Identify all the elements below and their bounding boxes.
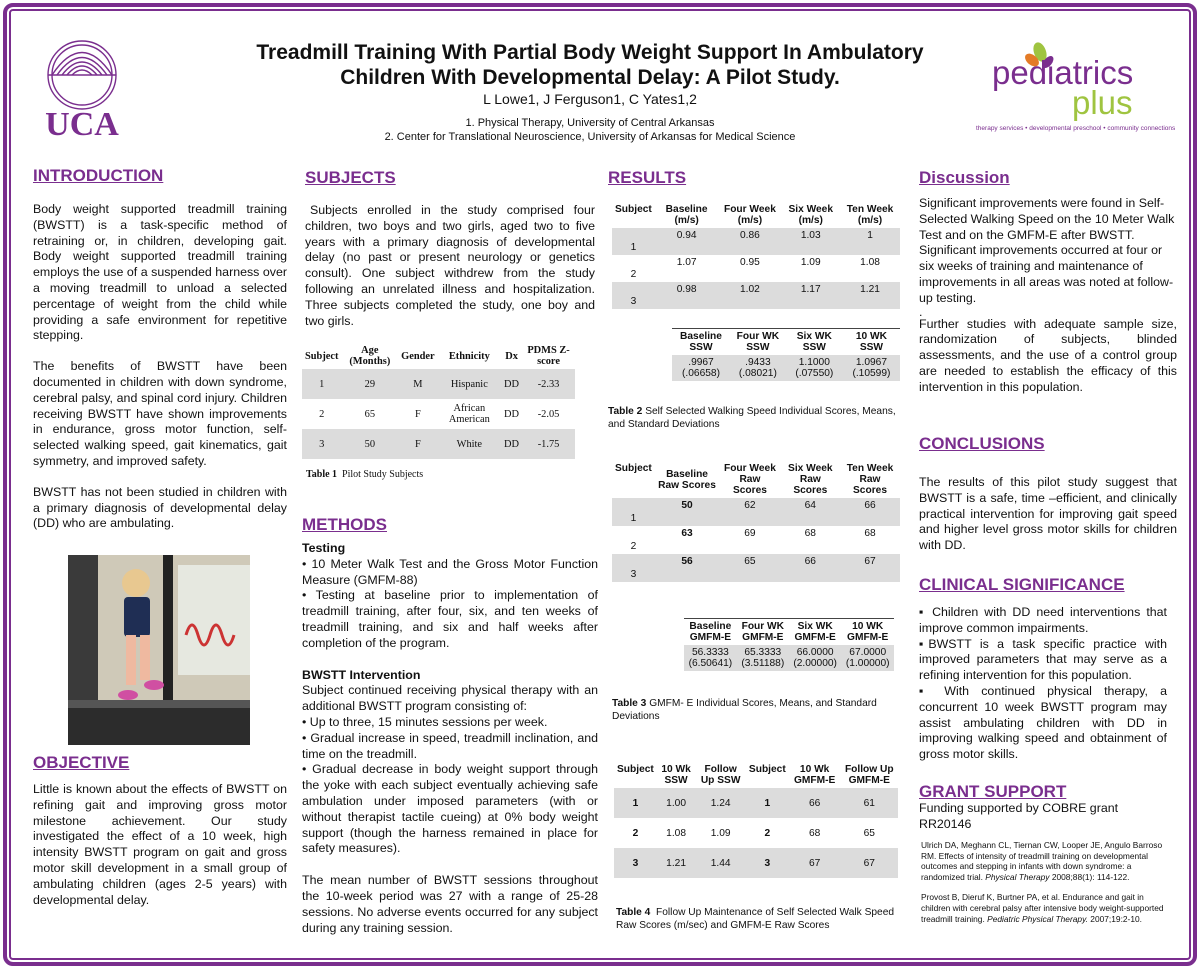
table-cell: 56 (655, 554, 719, 582)
table-cell: 3 (612, 554, 655, 582)
table-cell: 1 (746, 788, 789, 818)
reference-1 (921, 840, 1175, 882)
table-header: Six Week Raw Scores (788, 463, 833, 496)
table-cell: 2 (630, 269, 637, 280)
table-cell: 3 (614, 848, 657, 878)
methods-text-line: Subject continued receiving physical therapy with an additional BWSTT program consisting of: (302, 683, 598, 714)
discussion-separator: . (919, 304, 923, 319)
table-header: Baseline GMFM-E (684, 619, 737, 646)
table-cell: 61 (841, 788, 898, 818)
clinical-significance-heading: CLINICAL SIGNIFICANCE (919, 575, 1125, 594)
table-header: Baseline SSW (672, 329, 730, 356)
pediatrics-plus-logo (970, 38, 1176, 138)
table-cell: 2 (319, 408, 325, 420)
table-cell: 66 (781, 554, 840, 582)
table-cell: 66.0000 (2.00000) (789, 645, 842, 671)
table-header: Six Week (m/s) (788, 204, 834, 226)
ssw-means-table (672, 328, 900, 381)
table-header: Four WK GMFM-E (737, 619, 789, 646)
subjects-text: Subjects enrolled in the study comprised four children, two boys and two girls, aged two to five years with a primary diagnosis of developmental delay (no past or present neurology or genetics consult). One subject withdrew from the study following an unrelated illness and hospitalization. Three subjects completed the study, one boy and two girls. (305, 203, 595, 328)
table-header: Ten Week Raw Scores (846, 463, 894, 496)
methods-bullet: • Up to three, 15 minutes sessions per week. (302, 714, 548, 729)
table-header: Subject (305, 350, 339, 362)
gmfm-table (612, 461, 900, 582)
table-cell: .9967 (.06658) (672, 355, 730, 381)
table-header: Age (Months) (349, 345, 391, 367)
table-cell: 67 (841, 848, 898, 878)
caption-label: Table 2 (608, 406, 643, 417)
table-cell: 1.08 (860, 257, 880, 268)
table-cell: 0.98 (655, 282, 719, 309)
reference-journal: Pediatric Physical Therapy. (987, 913, 1088, 924)
table-row (302, 429, 575, 459)
caption-text: GMFM- E Individual Scores, Means, and Standard Deviations (612, 698, 877, 722)
title-line-2: Children With Developmental Delay: A Pilot Study. (340, 66, 840, 89)
table-header: Baseline Raw Scores (658, 468, 716, 491)
methods-bullet: • Gradual decrease in body weight support through the yoke with each subject eventually achieving safe ambulation under imposed parameters (with or without therapist tactile cueing) at 0% body weight support (though the harness remained in place for safety measures). (302, 762, 598, 856)
table-cell: 1.44 (695, 848, 746, 878)
table-header: Six WK SSW (786, 329, 843, 356)
conclusions-heading: CONCLUSIONS (919, 434, 1045, 453)
table-3a (612, 461, 900, 582)
table-cell: 62 (719, 498, 780, 526)
table-cell: 68 (864, 528, 876, 539)
gmfm-means-table (684, 618, 894, 671)
table-4 (614, 762, 898, 878)
methods-text (302, 541, 598, 936)
caption-text: Pilot Study Subjects (342, 469, 424, 480)
grant-support-heading: GRANT SUPPORT (919, 782, 1067, 801)
table-cell: 3 (746, 848, 789, 878)
table-cell: DD (501, 369, 522, 399)
table-2b (672, 328, 900, 381)
introduction-heading: INTRODUCTION (33, 166, 164, 185)
table-cell: 1.07 (676, 257, 697, 268)
reference-text: Ulrich DA, Meghann CL, Tiernan CW, Looper JE, Angulo Barroso RM. Effects of intensity of treadmill training on developmental outcomes and stepping in infants with down syndrome: a randomized trial. (921, 840, 1163, 882)
table-cell: 1 (612, 498, 655, 526)
table-cell: 1 (614, 788, 657, 818)
table-cell: 67.0000 (1.00000) (841, 645, 894, 671)
table-row (684, 645, 894, 671)
table-cell: 1.08 (666, 827, 686, 839)
table-row (612, 228, 900, 255)
subjects-heading: SUBJECTS (305, 168, 396, 187)
title-line-1: Treadmill Training With Partial Body Weight Support In Ambulatory (256, 41, 924, 64)
objective-heading: OBJECTIVE (33, 753, 130, 772)
methods-bullet: • Gradual increase in speed, treadmill inclination, and time on the treadmill. (302, 730, 598, 761)
table-cell: 66 (840, 498, 900, 526)
table-cell: 3 (302, 429, 341, 459)
table-row (612, 282, 900, 309)
caption-label: Table 3 (612, 698, 647, 709)
table-header: Subject (615, 204, 652, 215)
table-row (612, 526, 900, 554)
table-cell: 1.24 (695, 788, 746, 818)
logo-text-plus: plus (1072, 84, 1133, 121)
table-cell: 0.86 (718, 228, 781, 255)
table-cell: M (398, 369, 437, 399)
table-cell: 0.94 (655, 228, 719, 255)
table-cell: 3 (612, 282, 655, 309)
table-cell: 65 (863, 827, 875, 839)
discussion-paragraph: Significant improvements were found in Self-Selected Walking Speed on the 10 Meter Walk Test and on the GMFM-E after BWSTT. Significant improvements occurred at four or six weeks of training and maintenance of improvements in all areas was noted at follow-up testing. (919, 196, 1175, 305)
table-cell: 50 (341, 429, 398, 459)
table-header: Subject (617, 764, 654, 775)
table-cell: 1.0967 (.10599) (843, 355, 900, 381)
uca-crest-icon (42, 35, 122, 145)
table-cell: 63 (681, 528, 693, 539)
table-cell: 67 (789, 848, 841, 878)
table-cell: 64 (781, 498, 840, 526)
table-row (614, 788, 898, 818)
table-cell: F (415, 408, 421, 420)
discussion-text (919, 196, 1177, 396)
intro-paragraph: BWSTT has not been studied in children with a primary diagnosis of developmental delay (DD) who are ambulating. (33, 484, 287, 531)
table-header: 10 Wk GMFM-E (793, 764, 836, 786)
table-3b (684, 618, 894, 671)
table-2-caption (608, 405, 898, 431)
table-cell: 65.3333 (3.51188) (737, 645, 789, 671)
table-row (302, 369, 575, 399)
methods-bullet: • Testing at baseline prior to implementation of treadmill training, after four, six, and ten weeks of treadmill training, and six and half weeks after completion of the program. (302, 588, 598, 650)
child-on-treadmill-image (68, 555, 250, 745)
table-header: Ethnicity (448, 350, 490, 362)
table-header: Follow Up SSW (700, 764, 741, 786)
table-header: Six WK GMFM-E (789, 619, 842, 646)
table-cell: DD (501, 429, 522, 459)
table-cell: .9433 (.08021) (730, 355, 786, 381)
table-header: Gender (401, 350, 435, 362)
intro-paragraph: Body weight supported treadmill training (BWSTT) is a task-specific method of retraining or, in children, developing gait. Body weight supported treadmill training employs the use of a suspended harness over a moving treadmill to unload a selected percentage of weight from the child while providing a safe environment for repetitive stepping. (33, 202, 287, 343)
table-cell: 1 (612, 228, 655, 255)
discussion-heading: Discussion (919, 168, 1010, 187)
table-header: Dx (505, 350, 518, 362)
table-header: Ten Week (m/s) (846, 204, 894, 226)
affiliation-2: 2. Center for Translational Neuroscience, University of Arkansas for Medical Science (384, 131, 796, 143)
table-row (672, 355, 900, 381)
affiliation-1: 1. Physical Therapy, University of Central Arkansas (465, 117, 715, 129)
table-row (612, 554, 900, 582)
methods-heading: METHODS (302, 515, 387, 534)
discussion-paragraph: Further studies with adequate sample size, randomization of subjects, blinded assessments, and the use of a control group are needed to establish the efficacy of this intervention in this population. (919, 316, 1177, 394)
reference-2 (921, 892, 1175, 924)
reference-text: 2008;88(1): 114-122. (1049, 871, 1130, 882)
clinical-bullet: ▪ Children with DD need interventions that improve common impairments. (919, 605, 1167, 635)
table-1-caption (306, 469, 575, 480)
poster-title (200, 40, 980, 90)
table-cell: 29 (341, 369, 398, 399)
table-cell: -1.75 (522, 429, 575, 459)
table-header: Four WK SSW (730, 329, 786, 356)
objective-text: Little is known about the effects of BWSTT on refining gait and improving gross motor milestone achievement. Our study investigated the effect of a 10 week, high intensity BWSTT program on gait and gross motor skill development in a small group of ambulating children (ages 2-5 years) with developmental delay. (33, 782, 287, 907)
logo-text-pediatrics: pediatrics (992, 54, 1134, 91)
table-row (612, 255, 900, 282)
table-cell: White (438, 429, 501, 459)
table-cell: 1.03 (781, 228, 840, 255)
ssw-table (612, 202, 900, 309)
table-cell: 1.09 (800, 257, 821, 268)
subjects-table (302, 343, 575, 459)
table-row (614, 818, 898, 848)
table-cell: 1 (302, 369, 341, 399)
table-header: Subject (615, 463, 652, 474)
table-1 (302, 343, 575, 480)
logo-tagline: therapy services • developmental preschool • community connections (976, 125, 1176, 132)
table-cell: 69 (744, 528, 756, 539)
table-header: 10 WK GMFM-E (841, 619, 894, 646)
table-header: 10 WK SSW (843, 329, 900, 356)
table-cell: 2 (632, 827, 639, 839)
table-cell: F (398, 429, 437, 459)
affiliations (330, 116, 850, 144)
references (921, 840, 1175, 924)
methods-bullet: • 10 Meter Walk Test and the Gross Motor Function Measure (GMFM-88) (302, 556, 598, 587)
results-heading: RESULTS (608, 168, 687, 187)
caption-text: Self Selected Walking Speed Individual Scores, Means, and Standard Deviations (608, 406, 896, 430)
uca-logo (42, 35, 122, 145)
clinical-significance-text (919, 605, 1167, 763)
table-cell: 1.17 (781, 282, 840, 309)
table-row (302, 399, 575, 429)
table-cell: 1.21 (840, 282, 900, 309)
table-cell: 2 (630, 541, 637, 552)
caption-label: Table 1 (306, 469, 338, 480)
table-header: Four Week (m/s) (723, 204, 776, 226)
reference-text: Provost B, Dieruf K, Burtner PA, et al. Endurance and gait in children with cerebral palsy after intensive body weight-supported treadmill training. (921, 892, 1164, 924)
bwstt-subheading: BWSTT Intervention (302, 667, 421, 682)
caption-label: Table 4 (616, 907, 651, 918)
table-cell: 50 (655, 498, 719, 526)
table-cell: 68 (804, 528, 816, 539)
table-cell: Hispanic (438, 369, 501, 399)
introduction-text (33, 202, 287, 532)
table-row (612, 498, 900, 526)
table-3-caption (612, 697, 892, 723)
table-cell: 1 (840, 228, 900, 255)
clinical-bullet: ▪ With continued physical therapy, a concurrent 10 week BWSTT program may assist ambulating children with DD in improving walking speed and obtainment of gross motor skills. (919, 683, 1167, 762)
testing-subheading: Testing (302, 541, 346, 555)
table-cell: 0.95 (740, 257, 760, 268)
table-cell: 66 (789, 788, 841, 818)
caption-text: Follow Up Maintenance of Self Selected Walk Speed Raw Scores (m/sec) and GMFM-E Raw Scores (616, 907, 895, 931)
intro-paragraph: The benefits of BWSTT have been documented in children with down syndrome, cerebral palsy, and spinal cord injury. Children receiving BWSTT have shown improvements in endurance, gross motor function, self-selected walking speed, gait kinematics, gait symmetry, and improved safety. (33, 359, 287, 468)
table-header: Subject (748, 764, 786, 775)
table-header: Baseline (m/s) (665, 204, 708, 226)
table-cell: 1.1000 (.07550) (786, 355, 843, 381)
table-cell: 68 (808, 827, 821, 839)
table-header: Follow Up GMFM-E (844, 764, 894, 786)
table-cell: 1.09 (710, 827, 731, 839)
table-cell: DD (504, 408, 520, 420)
table-cell: 65 (364, 408, 376, 420)
table-cell: -2.05 (537, 408, 560, 420)
table-4-caption (616, 906, 900, 932)
table-cell: 2 (764, 827, 771, 839)
table-cell: African American (448, 403, 490, 425)
conclusions-text: The results of this pilot study suggest that BWSTT is a safe, time –efficient, and clinically practical intervention for improving gait speed and higher level gross motor skills for children with DD. (919, 475, 1177, 553)
reference-journal: Physical Therapy (985, 871, 1050, 882)
clinical-bullet: ▪BWSTT is a task specific practice with improved parameters that may serve as a refining intervention for this population. (919, 636, 1167, 683)
methods-text-line: The mean number of BWSTT sessions throughout the 10-week period was 27 with a range of 25-28 sessions. No adverse events occurred for any subject during any training session. (302, 873, 598, 935)
table-cell: 65 (719, 554, 780, 582)
follow-up-table (614, 762, 898, 878)
table-cell: 1.21 (657, 848, 696, 878)
table-header: Four Week Raw Scores (723, 463, 776, 496)
table-cell: 56.3333 (6.50641) (684, 645, 737, 671)
table-header: PDMS Z-score (527, 345, 570, 367)
reference-text: 2007;19:2-10. (1087, 913, 1142, 924)
svg-text:UCA: UCA (45, 106, 119, 143)
table-cell: -2.33 (522, 369, 575, 399)
table-header: 10 Wk SSW (661, 764, 691, 786)
table-cell: 67 (840, 554, 900, 582)
table-row (614, 848, 898, 878)
authors: L Lowe1, J Ferguson1, C Yates1,2 (483, 91, 697, 107)
table-cell: 1.00 (657, 788, 696, 818)
treadmill-photo (68, 555, 250, 745)
table-cell: 1.02 (718, 282, 781, 309)
grant-support-text: Funding supported by COBRE grant RR20146 (919, 801, 1119, 831)
table-2a (612, 202, 900, 309)
